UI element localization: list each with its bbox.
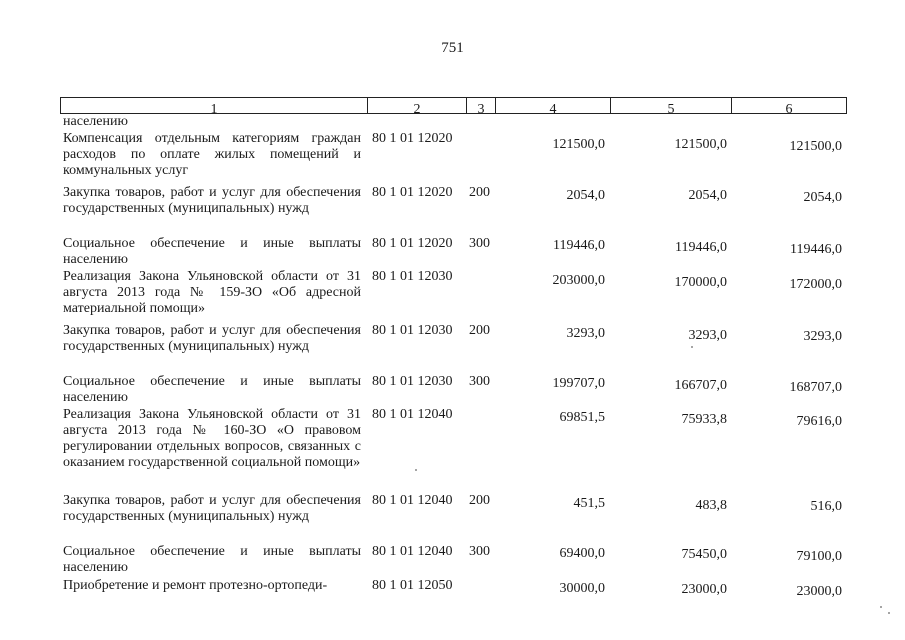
header-col-3-label: 3 [477,102,485,117]
row-value-col6: 168707,0 [789,380,842,395]
row-name: Социальное обеспечение и иные выплаты населению [63,236,361,267]
row-value-col6: 23000,0 [796,584,842,599]
row-value-col5: 3293,0 [688,328,727,343]
header-col-3 [466,97,496,117]
row-kvr: 200 [469,323,490,338]
row-code: 80 1 01 12030 [372,323,453,338]
row-value-col6: 172000,0 [789,277,842,292]
row-value-col5: 2054,0 [688,188,727,203]
row-value-col4: 203000,0 [552,273,605,288]
continuation-text: населению [63,114,128,129]
row-name: Реализация Закона Ульяновской области от 31 августа 2013 года № 160-ЗО «О правовом регулировании отдельных вопросов, связанных с оказанием государственной социальной помощи» [63,407,361,470]
row-value-col6: 121500,0 [789,139,842,154]
row-code: 80 1 01 12030 [372,374,453,389]
row-kvr: 300 [469,544,490,559]
page-number: 751 [441,40,464,56]
row-name: Приобретение и ремонт протезно-ортопеди- [63,578,328,593]
row-value-col5: 75450,0 [681,547,727,562]
header-col-1-label: 1 [210,102,218,117]
row-value-col6: 2054,0 [803,190,842,205]
header-col-2-label: 2 [413,102,421,117]
row-code: 80 1 01 12050 [372,578,453,593]
row-code: 80 1 01 12030 [372,269,453,284]
row-name: Компенсация отдельным категориям граждан расходов по оплате жилых помещений и коммунальных услуг [63,131,361,178]
header-col-5-label: 5 [667,102,675,117]
header-col-5 [610,97,732,117]
row-value-col4: 2054,0 [566,188,605,203]
row-code: 80 1 01 12040 [372,544,453,559]
row-kvr: 200 [469,185,490,200]
row-value-col4: 451,5 [573,496,605,511]
row-value-col4: 69851,5 [559,410,605,425]
row-code: 80 1 01 12020 [372,185,453,200]
header-col-6-label: 6 [785,102,793,117]
header-col-1 [60,97,368,117]
row-value-col5: 166707,0 [674,378,727,393]
row-kvr: 300 [469,374,490,389]
row-value-col4: 3293,0 [566,326,605,341]
row-value-col4: 119446,0 [553,238,605,253]
row-value-col5: 121500,0 [674,137,727,152]
row-name: Закупка товаров, работ и услуг для обеспечения государственных (муниципальных) нужд [63,185,361,216]
scan-speck [415,469,417,471]
row-kvr: 300 [469,236,490,251]
row-name: Закупка товаров, работ и услуг для обеспечения государственных (муниципальных) нужд [63,493,361,524]
row-value-col6: 79100,0 [796,549,842,564]
row-value-col5: 170000,0 [674,275,727,290]
row-value-col6: 79616,0 [796,414,842,429]
row-name: Социальное обеспечение и иные выплаты населению [63,544,361,575]
row-value-col4: 199707,0 [552,376,605,391]
row-name: Социальное обеспечение и иные выплаты населению [63,374,361,405]
row-value-col4: 121500,0 [552,137,605,152]
row-value-col4: 69400,0 [559,546,605,561]
scan-speck [888,612,890,614]
row-value-col5: 483,8 [695,498,727,513]
row-code: 80 1 01 12040 [372,493,453,508]
scan-speck [691,346,693,348]
row-name: Закупка товаров, работ и услуг для обеспечения государственных (муниципальных) нужд [63,323,361,354]
row-code: 80 1 01 12040 [372,407,453,422]
header-col-2 [367,97,467,117]
row-kvr: 200 [469,493,490,508]
row-value-col6: 119446,0 [790,242,842,257]
row-value-col5: 75933,8 [681,412,727,427]
row-value-col5: 23000,0 [681,582,727,597]
header-col-4-label: 4 [549,102,557,117]
row-value-col4: 30000,0 [559,581,605,596]
header-col-4 [495,97,611,117]
row-code: 80 1 01 12020 [372,236,453,251]
row-value-col6: 516,0 [810,499,842,514]
row-name: Реализация Закона Ульяновской области от 31 августа 2013 года № 159-ЗО «Об адресной материальной помощи» [63,269,361,316]
scan-speck [880,606,882,608]
row-value-col5: 119446,0 [675,240,727,255]
row-code: 80 1 01 12020 [372,131,453,146]
header-col-6 [731,97,847,117]
row-value-col6: 3293,0 [803,329,842,344]
